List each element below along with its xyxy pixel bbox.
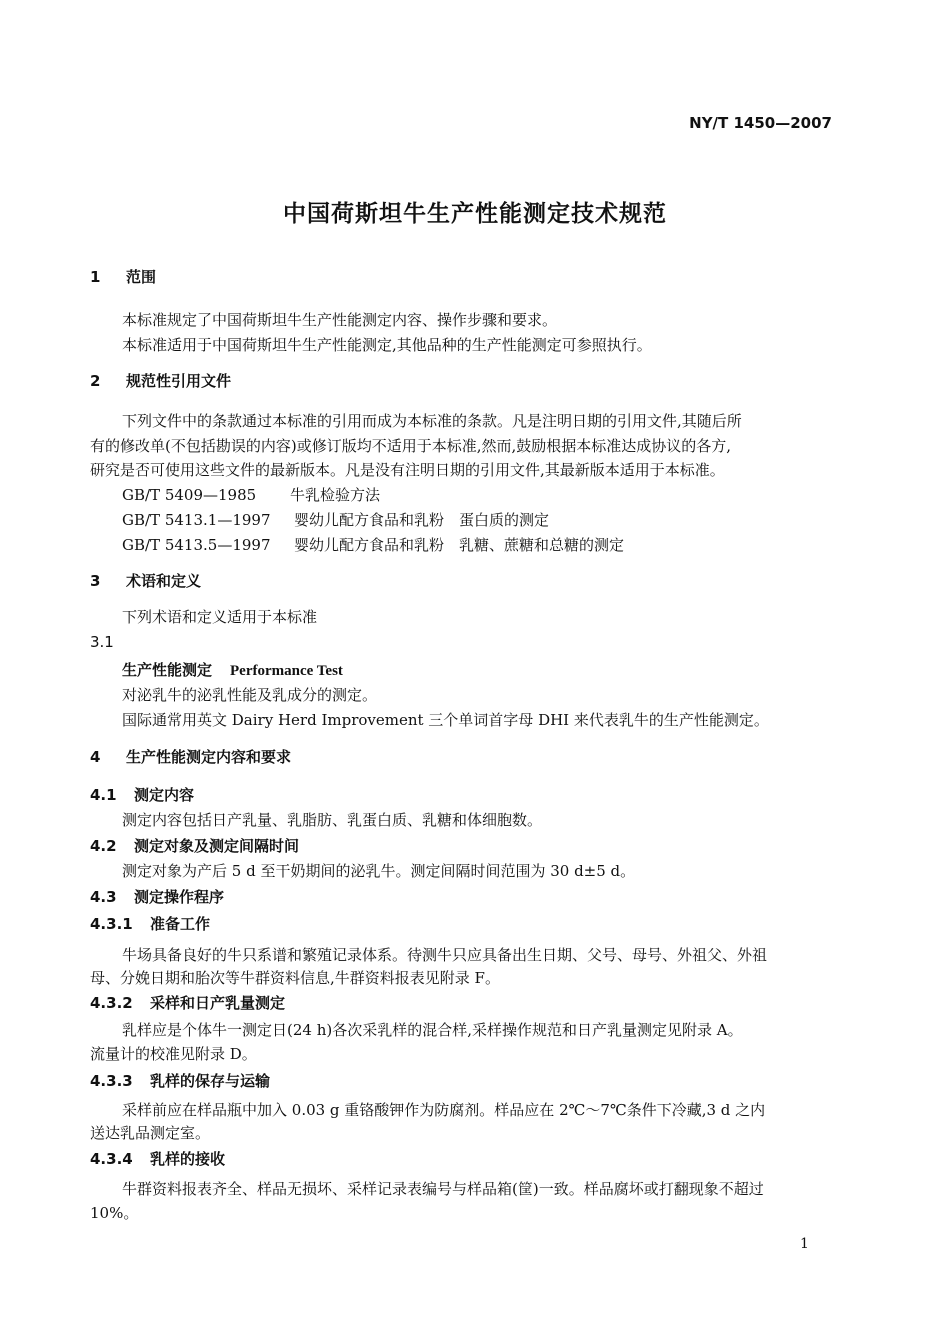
section-title: 生产性能测定内容和要求	[126, 748, 292, 766]
subsection-number: 3.1	[90, 633, 114, 651]
subsection-title: 采样和日产乳量测定	[150, 994, 286, 1012]
section-2-heading	[90, 370, 231, 391]
section-title: 术语和定义	[126, 572, 202, 590]
subsection-number: 4.3.3	[90, 1072, 133, 1090]
subsection-4-3-2-heading	[90, 992, 285, 1013]
subsection-number: 4.3.2	[90, 994, 133, 1012]
subsection-4-2-heading	[90, 835, 299, 856]
section-3-heading	[90, 570, 201, 591]
paragraph-line: 乳样应是个体牛一测定日(24 h)各次采乳样的混合样,采样操作规范和日产乳量测定见附录 A。	[122, 1021, 743, 1039]
paragraph: 本标准规定了中国荷斯坦牛生产性能测定内容、操作步骤和要求。	[122, 311, 558, 329]
reference-code: GB/T 5413.5—1997	[122, 536, 271, 554]
subsection-title: 乳样的保存与运输	[150, 1072, 271, 1090]
reference-code: GB/T 5413.1—1997	[122, 511, 271, 529]
paragraph-line: 送达乳品测定室。	[90, 1124, 211, 1142]
paragraph-line: 母、分娩日期和胎次等牛群资料信息,牛群资料报表见附录 F。	[90, 969, 500, 987]
document-title: 中国荷斯坦牛生产性能测定技术规范	[283, 201, 667, 227]
standard-code: NY/T 1450—2007	[689, 114, 832, 132]
subsection-4-1-heading	[90, 784, 194, 805]
paragraph-line: 采样前应在样品瓶中加入 0.03 g 重铬酸钾作为防腐剂。样品应在 2℃～7℃条件下冷藏,3 d 之内	[122, 1101, 766, 1119]
section-4-heading	[90, 746, 291, 767]
paragraph-line: 10%。	[90, 1204, 139, 1222]
subsection-title: 准备工作	[150, 915, 211, 933]
reference-name: 牛乳检验方法	[290, 486, 381, 504]
section-1-heading	[90, 266, 156, 287]
paragraph-line: 牛群资料报表齐全、样品无损坏、采样记录表编号与样品箱(筐)一致。样品腐坏或打翻现象不超过	[122, 1180, 764, 1198]
section-number: 3	[90, 572, 101, 590]
subsection-title: 测定操作程序	[134, 888, 225, 906]
paragraph-line: 流量计的校准见附录 D。	[90, 1045, 257, 1063]
paragraph: 本标准适用于中国荷斯坦牛生产性能测定,其他品种的生产性能测定可参照执行。	[122, 336, 652, 354]
term-line	[122, 659, 343, 682]
section-number: 2	[90, 372, 101, 390]
subsection-number: 4.3.1	[90, 915, 133, 933]
paragraph-line: 研究是否可使用这些文件的最新版本。凡是没有注明日期的引用文件,其最新版本适用于本标准。	[90, 461, 725, 479]
definition: 对泌乳牛的泌乳性能及乳成分的测定。	[122, 686, 378, 704]
paragraph: 下列术语和定义适用于本标准	[122, 608, 318, 626]
definition-note: 国际通常用英文 Dairy Herd Improvement 三个单词首字母 DHI 来代表乳牛的生产性能测定。	[122, 711, 769, 729]
subsection-title: 测定对象及测定间隔时间	[134, 837, 300, 855]
section-number: 1	[90, 268, 101, 286]
paragraph: 测定对象为产后 5 d 至干奶期间的泌乳牛。测定间隔时间范围为 30 d±5 d。	[122, 862, 636, 880]
subsection-title: 乳样的接收	[150, 1150, 226, 1168]
subsection-title: 测定内容	[134, 786, 195, 804]
paragraph: 测定内容包括日产乳量、乳脂肪、乳蛋白质、乳糖和体细胞数。	[122, 811, 543, 829]
term-chinese: 生产性能测定	[122, 661, 213, 679]
section-number: 4	[90, 748, 101, 766]
subsection-4-3-3-heading	[90, 1070, 270, 1091]
reference-name: 婴幼儿配方食品和乳粉 乳糖、蔗糖和总糖的测定	[294, 536, 625, 554]
section-title: 规范性引用文件	[126, 372, 232, 390]
subsection-4-3-1-heading	[90, 913, 210, 934]
subsection-4-3-4-heading	[90, 1148, 225, 1169]
subsection-number: 4.3.4	[90, 1150, 133, 1168]
reference-item	[122, 484, 380, 506]
reference-item	[122, 509, 549, 531]
paragraph-line: 有的修改单(不包括勘误的内容)或修订版均不适用于本标准,然而,鼓励根据本标准达成协议的各方,	[90, 437, 732, 455]
paragraph-line: 牛场具备良好的牛只系谱和繁殖记录体系。待测牛只应具备出生日期、父号、母号、外祖父、外祖	[122, 946, 768, 964]
subsection-number: 4.1	[90, 786, 117, 804]
page-number: 1	[800, 1236, 809, 1252]
term-english: Performance Test	[230, 663, 343, 679]
paragraph-line: 下列文件中的条款通过本标准的引用而成为本标准的条款。凡是注明日期的引用文件,其随后所	[122, 412, 742, 430]
subsection-number: 4.3	[90, 888, 117, 906]
subsection-4-3-heading	[90, 886, 224, 907]
reference-item	[122, 534, 624, 556]
subsection-number: 4.2	[90, 837, 117, 855]
reference-code: GB/T 5409—1985	[122, 486, 257, 504]
section-title: 范围	[126, 268, 157, 286]
reference-name: 婴幼儿配方食品和乳粉 蛋白质的测定	[294, 511, 550, 529]
